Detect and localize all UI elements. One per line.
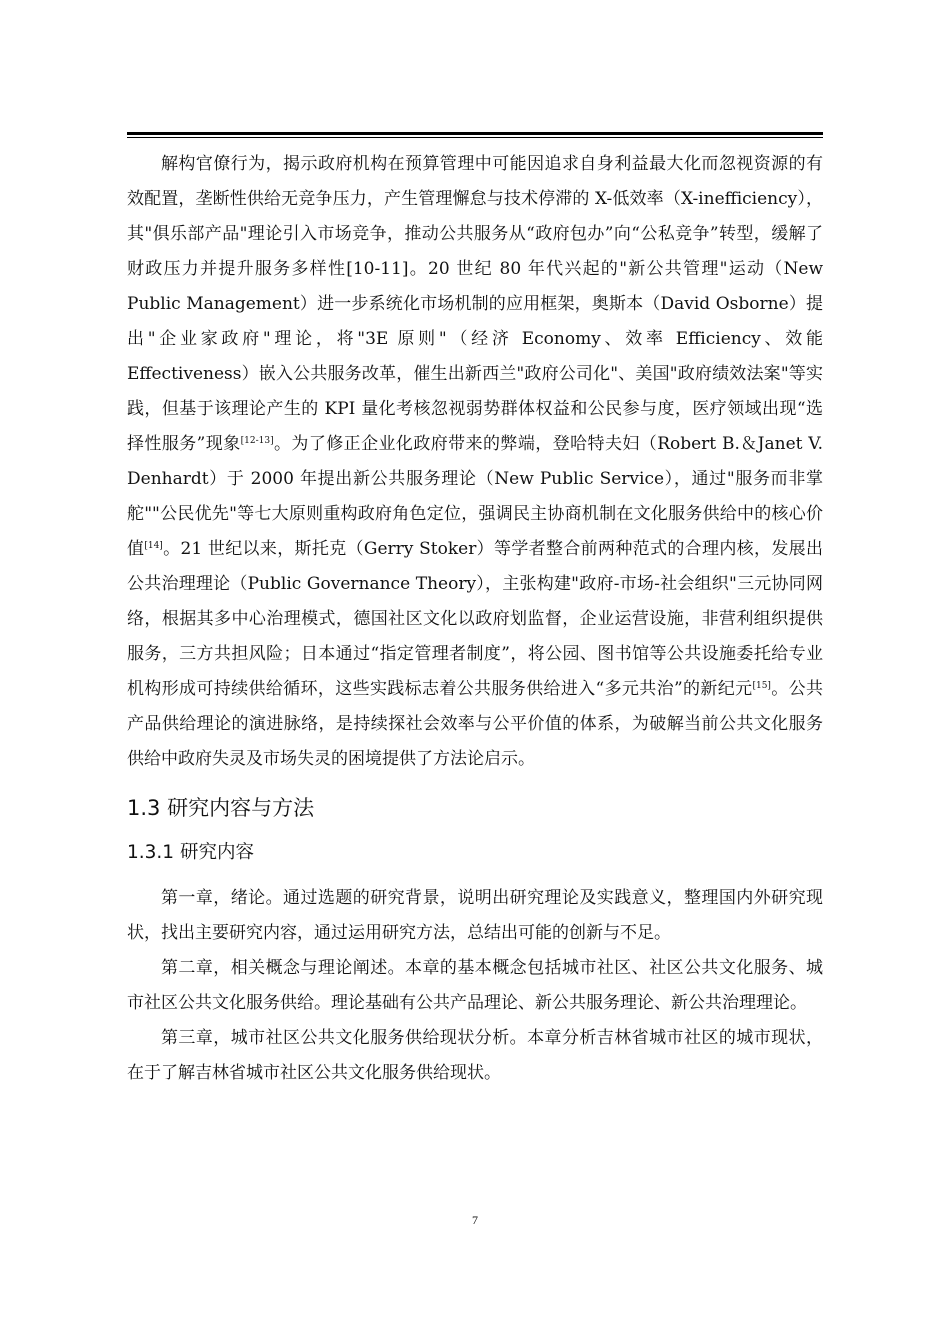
subsection-heading: 1.3.1 研究内容: [127, 842, 254, 863]
chapter-3-paragraph: 第三章，城市社区公共文化服务供给现状分析。本章分析吉林省城市社区的城市现状，在于了解吉林省城市社区公共文化服务供给现状。: [127, 1028, 823, 1083]
page-number: 7: [472, 1213, 478, 1227]
citation: [15]: [752, 681, 771, 691]
header-rule-thick: [127, 132, 823, 135]
chapter-2-paragraph: 第二章，相关概念与理论阐述。本章的基本概念包括城市社区、社区公共文化服务、城市社区公共文化服务供给。理论基础有公共产品理论、新公共服务理论、新公共治理理论。: [127, 958, 823, 1013]
paragraph-text: 。21 世纪以来，斯托克（Gerry Stoker）等学者整合前两种范式的合理内核，发展出公共治理理论（Public Governance Theory），主张构建"政府-市场-社会组织"三元协同网络，根据其多中心治理模式，德国社区文化以政府划监督，企业运营设施，非营利组织提供服务，三方共担风险；日本通过“指定管理者制度”，将公园、图书馆等公共设施委托给专业机构形成可持续供给循环，这些实践标志着公共服务供给进入“多元共治”的新纪元: [127, 539, 824, 699]
paragraph-text: 。公共产品供给理论的演进脉络，是持续探社会效率与公平价值的体系，为破解当前公共文化服务供给中政府失灵及市场失灵的困境提供了方法论启示。: [127, 679, 823, 769]
citation: [14]: [144, 541, 163, 551]
paragraph-text: 。为了修正企业化政府带来的弊端，登哈特夫妇（Robert B.＆Janet V. Denhardt）于 2000 年提出新公共服务理论（New Public Service），通过"服务而非掌舵""公民优先"等七大原则重构政府角色定位，强调民主协商机制在文化服务供给中的核心价值: [127, 434, 823, 559]
paragraph-text: 解构官僚行为，揭示政府机构在预算管理中可能因追求自身利益最大化而忽视资源的有效配置，垄断性供给无竞争压力，产生管理懈怠与技术停滞的 X-低效率（X-inefficiency），其"俱乐部产品"理论引入市场竞争，推动公共服务从“政府包办”向“公私竞争”转型，缓解了财政压力并提升服务多样性[10-11]。20 世纪 80 年代兴起的"新公共管理"运动（New Public Management）进一步系统化市场机制的应用框架，奥斯本（David Osborne）提出"企业家政府"理论，将"3E 原则"（经济 Economy、效率 Efficiency、效能 Effectiveness）嵌入公共服务改革，催生出新西兰"政府公司化"、美国"政府绩效法案"等实践，但基于该理论产生的 KPI 量化考核忽视弱势群体权益和公民参与度，医疗领域出现“选择性服务”现象: [127, 154, 823, 454]
body-paragraph: [127, 147, 823, 777]
section-heading: 1.3 研究内容与方法: [127, 796, 315, 820]
citation: [12-13]: [240, 436, 274, 446]
header-rule-thin: [127, 137, 823, 138]
chapter-1-paragraph: 第一章，绪论。通过选题的研究背景，说明出研究理论及实践意义，整理国内外研究现状，找出主要研究内容，通过运用研究方法，总结出可能的创新与不足。: [127, 888, 823, 943]
page-content: [127, 147, 823, 1091]
